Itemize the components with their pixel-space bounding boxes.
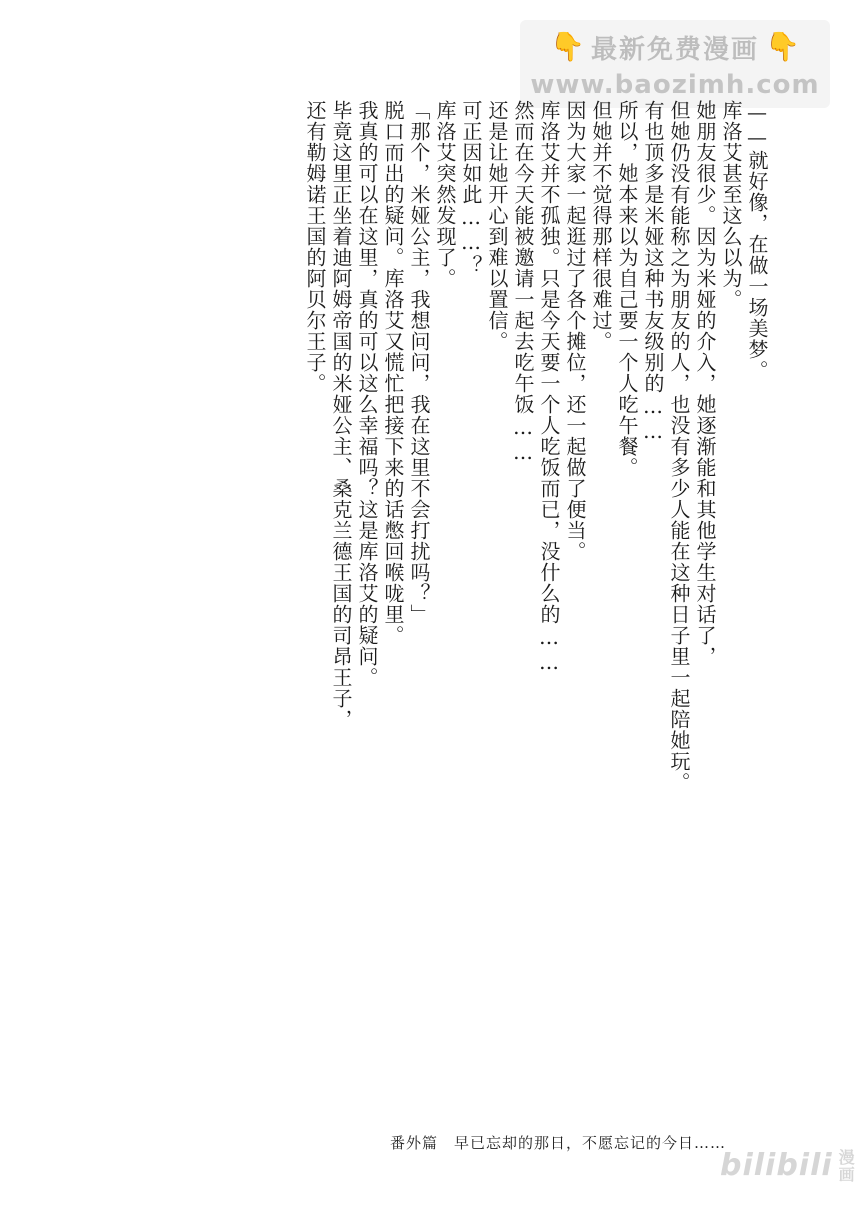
pointing-hand-left-icon: 👇 (550, 30, 585, 63)
manhua-label (839, 1149, 855, 1183)
watermark-url: www.baozimh.com (530, 69, 820, 100)
text-line: 还是让她开心到难以置信。 (485, 100, 509, 352)
vertical-novel-text (302, 100, 770, 860)
text-line: 还有勒姆诺王国的阿贝尔王子。 (303, 100, 327, 394)
text-line: 库洛艾甚至这么以为。 (719, 100, 743, 310)
text-line: 毕竟这里正坐着迪阿姆帝国的米娅公主、桑克兰德王国的司昂王子， (329, 100, 353, 730)
bilibili-logo: bilibili (720, 1148, 833, 1183)
text-line: 因为大家一起逛过了各个摊位，还一起做了便当。 (563, 100, 587, 562)
text-line: ——就好像，在做一场美梦。 (745, 100, 769, 381)
chapter-footer: 番外篇 早已忘却的那日，不愿忘记的今日…… (390, 1134, 727, 1152)
text-line: 所以，她本来以为自己要一个人吃午餐。 (615, 100, 639, 478)
text-line: 但她并不觉得那样很难过。 (589, 100, 613, 352)
text-line: 她朋友很少。因为米娅的介入，她逐渐能和其他学生对话了， (693, 100, 717, 667)
text-line: 脱口而出的疑问。库洛艾又慌忙把接下来的话憋回喉咙里。 (381, 100, 405, 646)
text-line: 可正因如此……？ (459, 100, 483, 276)
pointing-hand-right-icon: 👇 (765, 30, 800, 63)
baozimh-watermark (520, 20, 830, 108)
text-line: 「那个，米娅公主，我想问问，我在这里不会打扰吗？」 (407, 100, 431, 625)
text-line: 库洛艾突然发现了。 (433, 100, 457, 289)
watermark-title-row (550, 29, 800, 66)
text-line: 有也顶多是米娅这种书友级别的…… (641, 100, 665, 444)
text-line: 我真的可以在这里，真的可以这么幸福吗？这是库洛艾的疑问。 (355, 100, 379, 688)
manhua-label-char: 画 (838, 1164, 855, 1184)
bilibili-manhua-watermark (720, 1148, 855, 1183)
watermark-title: 最新免费漫画 (590, 34, 759, 65)
text-line: 然而在今天能被邀请一起去吃午饭…… (511, 100, 535, 465)
text-line: 库洛艾并不孤独。只是今天要一个人吃饭而已，没什么的…… (537, 100, 561, 675)
text-line: 但她仍没有能称之为朋友的人，也没有多少人能在这种日子里一起陪她玩。 (667, 100, 691, 793)
manhua-label-char: 漫 (838, 1147, 855, 1167)
